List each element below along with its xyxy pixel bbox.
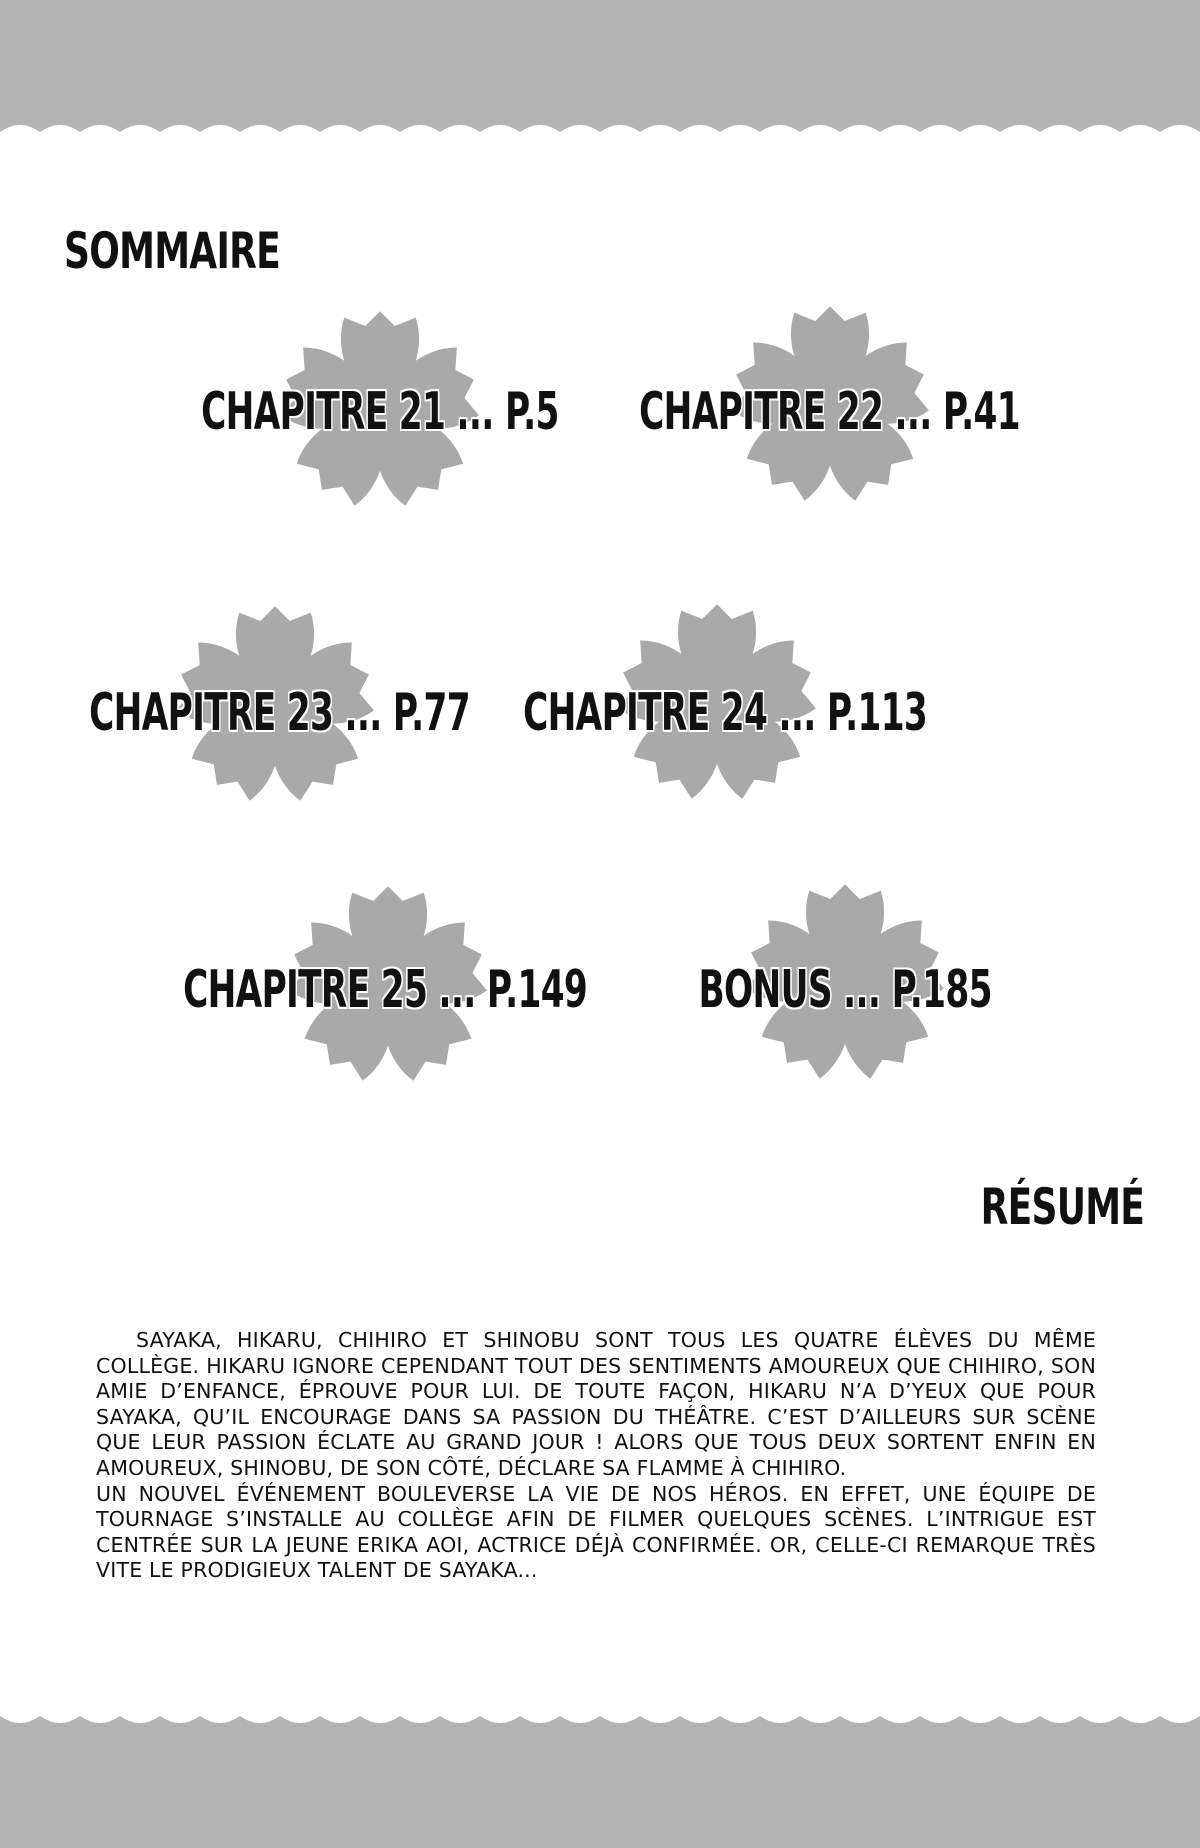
summary-heading: RÉSUMÉ — [980, 1178, 1144, 1236]
summary-text — [96, 1328, 1096, 1584]
contents-heading: SOMMAIRE — [64, 222, 280, 280]
top-scalloped-band — [0, 0, 1200, 160]
toc-entry-label: CHAPITRE 22 ... P.41 — [639, 382, 1021, 442]
toc-entry-label: CHAPITRE 24 ... P.113 — [522, 683, 928, 743]
toc-entry-chapter-25[interactable] — [182, 955, 588, 1025]
toc-entry-label: BONUS ... P.185 — [698, 960, 992, 1020]
bottom-scalloped-band — [0, 1700, 1200, 1848]
toc-entry-chapter-23[interactable] — [89, 678, 471, 748]
toc-entry-chapter-22[interactable] — [640, 377, 1020, 447]
toc-entry-label: CHAPITRE 25 ... P.149 — [182, 960, 588, 1020]
toc-entry-bonus[interactable] — [680, 955, 1010, 1025]
toc-entry-chapter-24[interactable] — [522, 678, 928, 748]
summary-paragraph-2: UN NOUVEL ÉVÉNEMENT BOULEVERSE LA VIE DE NOS HÉROS. EN EFFET, UNE ÉQUIPE DE TOURNAGE S’INSTALLE AU COLLÈGE AFIN DE FILMER QUELQUES SCÈNES. L’INTRIGUE EST CENTRÉE SUR LA JEUNE ERIKA AOI, ACTRICE DÉJÀ CONFIRMÉE. OR, CELLE-CI REMARQUE TRÈS VITE LE PRODIGIEUX TALENT DE SAYAKA... — [96, 1481, 1096, 1583]
toc-entry-label: CHAPITRE 23 ... P.77 — [89, 683, 471, 743]
toc-entry-chapter-21[interactable] — [200, 377, 560, 447]
toc-entry-label: CHAPITRE 21 ... P.5 — [201, 382, 559, 442]
summary-paragraph-1: SAYAKA, HIKARU, CHIHIRO ET SHINOBU SONT TOUS LES QUATRE ÉLÈVES DU MÊME COLLÈGE. HIKARU IGNORE CEPENDANT TOUT DES SENTIMENTS AMOUREUX QUE CHIHIRO, SON AMIE D’ENFANCE, ÉPROUVE POUR LUI. DE TOUTE FAÇON, HIKARU N’A D’YEUX QUE POUR SAYAKA, QU’IL ENCOURAGE DANS SA PASSION DU THÉÂTRE. C’EST D’AILLEURS SUR SCÈNE QUE LEUR PASSION ÉCLATE AU GRAND JOUR ! ALORS QUE TOUS DEUX SORTENT ENFIN EN AMOUREUX, SHINOBU, DE SON CÔTÉ, DÉCLARE SA FLAMME À CHIHIRO. — [96, 1328, 1096, 1480]
